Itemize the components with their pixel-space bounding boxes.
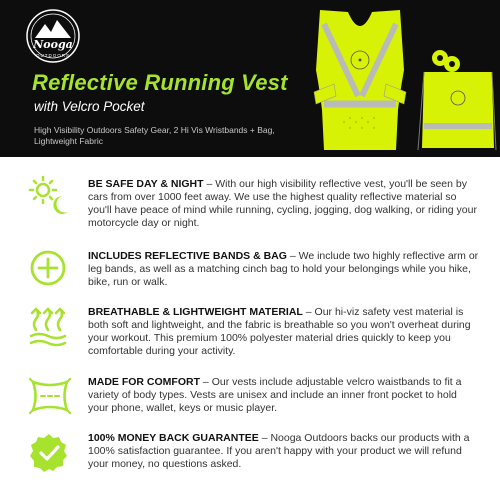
feature-title: BREATHABLE & LIGHTWEIGHT MATERIAL: [88, 306, 303, 318]
sun-moon-icon: [28, 174, 72, 222]
cinch-bag-illustration: [418, 72, 496, 150]
logo-subtext: OUTDOORS: [35, 53, 71, 58]
feature-body: Our vests include adjustable velcro waistbands to fit a variety of body types. Vests are unisex and include an inner front pocket to hold your phone, wallet, keys or music player.: [88, 376, 462, 414]
page-title: Reflective Running Vest: [32, 70, 288, 95]
plus-circle-icon: [28, 248, 68, 288]
page-subtitle: with Velcro Pocket: [34, 99, 145, 114]
feature-title: BE SAFE DAY & NIGHT: [88, 178, 204, 190]
feature-text: INCLUDES REFLECTIVE BANDS & BAG – We include two highly reflective arm or leg bands, as well as a matching cinch bag to hold your belongings while you hike, bike, run or walk.: [88, 250, 479, 288]
header-banner: [0, 0, 500, 157]
nooga-logo: [25, 8, 81, 64]
feature-title: INCLUDES REFLECTIVE BANDS & BAG: [88, 250, 287, 262]
breathable-arrows-icon: [28, 306, 68, 348]
feature-body: Our hi-viz safety vest material is both soft and lightweight, and the fabric is breathable so you won't overheat during your workout. This premium 100% polyester material dries quickly to keep you comfortable during your activity.: [88, 306, 471, 357]
checkmark-badge-icon: [28, 432, 70, 474]
product-image: [300, 0, 500, 157]
feature-text: BE SAFE DAY & NIGHT – With our high visibility reflective vest, you'll be seen by cars from over 1000 feet away. We use the highest quality reflective material so you'll have peace of mind while running, cycling, jogging, dog walking, or riding your motorcycle day or night.: [88, 178, 477, 229]
vest-illustration: [314, 10, 406, 150]
pillow-icon: [28, 376, 72, 416]
feature-text: BREATHABLE & LIGHTWEIGHT MATERIAL – Our hi-viz safety vest material is both soft and lightweight, and the fabric is breathable so you won't overheat during your workout. This premium 100% polyester material dries quickly to keep you comfortable during your activity.: [88, 306, 471, 357]
feature-body: We include two highly reflective arm or leg bands, as well as a matching cinch bag to hold your belongings while you hike, bike, run or walk.: [88, 250, 479, 288]
feature-body: With our high visibility reflective vest, you'll be seen by cars from over 1000 feet away. We use the highest quality reflective material so you'll have peace of mind while running, cycling, jogging, dog walking, or riding your motorcycle day or night.: [88, 178, 477, 229]
feature-text: MADE FOR COMFORT – Our vests include adjustable velcro waistbands to fit a variety of body types. Vests are unisex and include an inner front pocket to hold your phone, wallet, keys or music player.: [88, 376, 462, 414]
feature-body: Nooga Outdoors backs our products with a 100% satisfaction guarantee. If you aren't happy with your product we will refund your money, no questions asked.: [88, 432, 470, 470]
product-description: High Visibility Outdoors Safety Gear, 2 Hi Vis Wristbands + Bag, Lightweight Fabric: [34, 125, 275, 146]
feature-text: 100% MONEY BACK GUARANTEE – Nooga Outdoors backs our products with a 100% satisfaction guarantee. If you aren't happy with your product we will refund your money, no questions asked.: [88, 432, 470, 470]
logo-text: Nooga: [33, 38, 73, 51]
feature-title: 100% MONEY BACK GUARANTEE: [88, 432, 259, 444]
wristbands-illustration: [432, 50, 460, 72]
feature-title: MADE FOR COMFORT: [88, 376, 200, 388]
